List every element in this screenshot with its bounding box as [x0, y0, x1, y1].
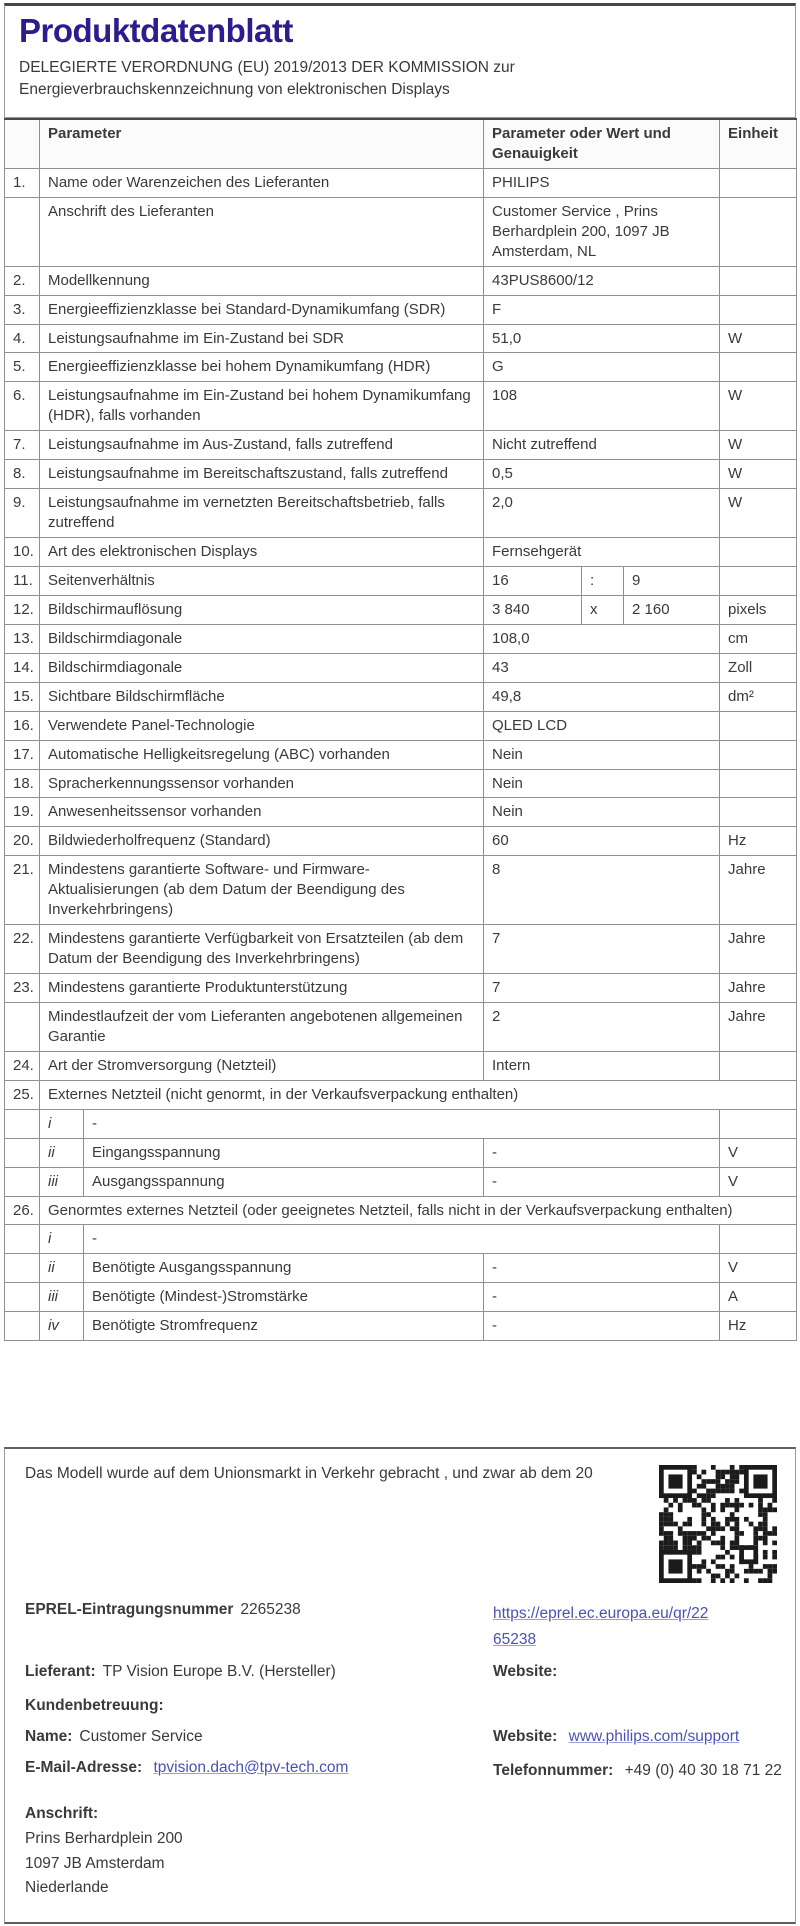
parameter-label: Leistungsaufnahme im vernetzten Bereitschaftsbetrieb, falls zutreffend: [40, 489, 484, 538]
table-row: [5, 431, 797, 460]
parameter-label: Art des elektronischen Displays: [40, 538, 484, 567]
parameter-label: Benötigte Ausgangsspannung: [84, 1254, 484, 1283]
table-row: [5, 489, 797, 538]
header-parameter: Parameter: [40, 119, 484, 168]
table-row: [5, 827, 797, 856]
value-cell: 108,0: [484, 624, 720, 653]
table-row: [5, 769, 797, 798]
table-row: [5, 1283, 797, 1312]
parameter-label: Bildwiederholfrequenz (Standard): [40, 827, 484, 856]
parameter-label: Eingangsspannung: [84, 1138, 484, 1167]
unit-cell: V: [720, 1254, 797, 1283]
table-row: [5, 168, 797, 197]
table-row: [5, 740, 797, 769]
table-row: [5, 798, 797, 827]
parameter-label: Name oder Warenzeichen des Lieferanten: [40, 168, 484, 197]
parameter-label: Leistungsaufnahme im Ein-Zustand bei hohem Dynamikumfang (HDR), falls vorhanden: [40, 382, 484, 431]
unit-cell: [720, 295, 797, 324]
row-number-cell: [5, 1167, 40, 1196]
header-unit: Einheit: [720, 119, 797, 168]
page-title: Produktdatenblatt: [19, 12, 293, 49]
qr-code-icon: [655, 1461, 781, 1587]
address-label: Anschrift:: [25, 1805, 99, 1823]
table-row: [5, 856, 797, 925]
unit-cell: [720, 197, 797, 266]
row-number-cell: [5, 1254, 40, 1283]
unit-cell: [720, 266, 797, 295]
row-number-cell: 4.: [5, 324, 40, 353]
address-line-3: Niederlande: [25, 1878, 109, 1896]
row-number-cell: 21.: [5, 856, 40, 925]
table-row: [5, 295, 797, 324]
address-line-1: Prins Berhardplein 200: [25, 1830, 183, 1848]
unit-cell: W: [720, 382, 797, 431]
row-number-cell: 2.: [5, 266, 40, 295]
row-number-cell: 18.: [5, 769, 40, 798]
parameter-label: Benötigte (Mindest-)Stromstärke: [84, 1283, 484, 1312]
value-cell: PHILIPS: [484, 168, 720, 197]
row-number-cell: [5, 1312, 40, 1341]
value-cell: 7: [484, 974, 720, 1003]
ratio-value-1: 16: [484, 566, 582, 595]
table-row: [5, 595, 797, 624]
row-number-cell: 15.: [5, 682, 40, 711]
sub-index-cell: i: [40, 1109, 84, 1138]
table-row: [5, 1080, 797, 1109]
table-row: [5, 566, 797, 595]
unit-cell: cm: [720, 624, 797, 653]
ratio-value-1: 3 840: [484, 595, 582, 624]
parameter-label: Benötigte Stromfrequenz: [84, 1312, 484, 1341]
parameter-label: Verwendete Panel-Technologie: [40, 711, 484, 740]
row-number-cell: 9.: [5, 489, 40, 538]
sub-index-cell: ii: [40, 1254, 84, 1283]
supplier-label: Lieferant:: [25, 1662, 96, 1680]
spec-table: [4, 118, 797, 1341]
unit-cell: Hz: [720, 1312, 797, 1341]
unit-cell: [720, 1225, 797, 1254]
row-number-cell: 23.: [5, 974, 40, 1003]
parameter-label: Bildschirmdiagonale: [40, 624, 484, 653]
table-row: [5, 538, 797, 567]
footer-box: [4, 1447, 796, 1924]
table-row: [5, 1002, 797, 1051]
row-number-cell: [5, 1109, 40, 1138]
email-row: [25, 1758, 782, 1784]
sub-index-cell: ii: [40, 1138, 84, 1167]
name-right: [493, 1728, 793, 1746]
parameter-label: Sichtbare Bildschirmfläche: [40, 682, 484, 711]
row-number-cell: 20.: [5, 827, 40, 856]
row-number-cell: 8.: [5, 460, 40, 489]
row-number-cell: 14.: [5, 653, 40, 682]
row-number-cell: 10.: [5, 538, 40, 567]
subtitle-line-1: DELEGIERTE VERORDNUNG (EU) 2019/2013 DER KOMMISSION zur: [19, 58, 515, 76]
support-website-link[interactable]: www.philips.com/support: [568, 1727, 740, 1745]
value-cell: 43PUS8600/12: [484, 266, 720, 295]
row-number-cell: 5.: [5, 353, 40, 382]
row-number-cell: 3.: [5, 295, 40, 324]
parameter-label: Modellkennung: [40, 266, 484, 295]
unit-cell: A: [720, 1283, 797, 1312]
value-cell: G: [484, 353, 720, 382]
phone-cell: [493, 1759, 793, 1784]
ratio-value-2: 2 160: [624, 595, 720, 624]
parameter-label: Leistungsaufnahme im Ein-Zustand bei SDR: [40, 324, 484, 353]
section-label: Genormtes externes Netzteil (oder geeignetes Netzteil, falls nicht in der Verkaufsverpackung enthalten): [40, 1196, 797, 1225]
row-number-cell: 13.: [5, 624, 40, 653]
customer-care-label: Kundenbetreuung:: [25, 1696, 164, 1714]
parameter-label: Mindestens garantierte Produktunterstützung: [40, 974, 484, 1003]
value-cell: 49,8: [484, 682, 720, 711]
unit-cell: [720, 1109, 797, 1138]
name-label: Name:: [25, 1727, 73, 1745]
table-row: [5, 1051, 797, 1080]
value-cell: Fernsehgerät: [484, 538, 720, 567]
table-row: [5, 353, 797, 382]
unit-cell: V: [720, 1138, 797, 1167]
unit-cell: [720, 798, 797, 827]
eprel-row: [25, 1601, 775, 1654]
email-link[interactable]: tpvision.dach@tpv-tech.com: [153, 1758, 349, 1776]
table-header-row: [5, 119, 797, 168]
value-cell: Nein: [484, 769, 720, 798]
row-number-cell: 17.: [5, 740, 40, 769]
parameter-label: Mindestens garantierte Software- und Firmware-Aktualisierungen (ab dem Datum der Beendigung des Inverkehrbringens): [40, 856, 484, 925]
value-cell: 7: [484, 925, 720, 974]
unit-cell: W: [720, 431, 797, 460]
parameter-label: Bildschirmdiagonale: [40, 653, 484, 682]
value-cell: 2: [484, 1002, 720, 1051]
value-cell: QLED LCD: [484, 711, 720, 740]
unit-cell: pixels: [720, 595, 797, 624]
row-number-cell: 11.: [5, 566, 40, 595]
parameter-label: Energieeffizienzklasse bei Standard-Dynamikumfang (SDR): [40, 295, 484, 324]
title-box: [4, 3, 796, 118]
name-left: [25, 1728, 493, 1746]
supplier-left: [25, 1663, 493, 1681]
row-number-cell: 19.: [5, 798, 40, 827]
value-cell: 43: [484, 653, 720, 682]
unit-cell: V: [720, 1167, 797, 1196]
row-number-cell: 22.: [5, 925, 40, 974]
value-cell: 60: [484, 827, 720, 856]
table-row: [5, 324, 797, 353]
table-row: [5, 1167, 797, 1196]
unit-cell: [720, 769, 797, 798]
unit-cell: Jahre: [720, 925, 797, 974]
value-cell: -: [484, 1283, 720, 1312]
parameter-label: Bildschirmauflösung: [40, 595, 484, 624]
value-cell: 51,0: [484, 324, 720, 353]
ratio-separator: :: [582, 566, 624, 595]
parameter-label: Seitenverhältnis: [40, 566, 484, 595]
unit-cell: [720, 566, 797, 595]
eprel-label: EPREL-Eintragungsnummer: [25, 1601, 234, 1618]
value-cell: Nicht zutreffend: [484, 431, 720, 460]
value-cell: Nein: [484, 798, 720, 827]
sub-index-cell: i: [40, 1225, 84, 1254]
parameter-label: Automatische Helligkeitsregelung (ABC) vorhanden: [40, 740, 484, 769]
ratio-separator: x: [582, 595, 624, 624]
unit-cell: Hz: [720, 827, 797, 856]
row-number-cell: [5, 1002, 40, 1051]
page-subtitle: [19, 57, 781, 102]
table-row: [5, 1109, 797, 1138]
parameter-label: Mindestens garantierte Verfügbarkeit von Ersatzteilen (ab dem Datum der Beendigung des Inverkehrbringens): [40, 925, 484, 974]
row-number-cell: 24.: [5, 1051, 40, 1080]
value-cell: 8: [484, 856, 720, 925]
unit-cell: [720, 740, 797, 769]
row-number-cell: 16.: [5, 711, 40, 740]
parameter-label: Art der Stromversorgung (Netzteil): [40, 1051, 484, 1080]
parameter-label: Spracherkennungssensor vorhanden: [40, 769, 484, 798]
parameter-label: -: [84, 1109, 720, 1138]
parameter-label: Anwesenheitssensor vorhanden: [40, 798, 484, 827]
unit-cell: [720, 538, 797, 567]
header-value: Parameter oder Wert und Genauigkeit: [484, 119, 720, 168]
row-number-cell: 6.: [5, 382, 40, 431]
table-row: [5, 1196, 797, 1225]
spec-table-body: [5, 168, 797, 1340]
section-label: Externes Netzteil (nicht genormt, in der Verkaufsverpackung enthalten): [40, 1080, 797, 1109]
table-row: [5, 624, 797, 653]
parameter-label: Leistungsaufnahme im Bereitschaftszustand, falls zutreffend: [40, 460, 484, 489]
parameter-label: Anschrift des Lieferanten: [40, 197, 484, 266]
row-number-cell: 1.: [5, 168, 40, 197]
row-number-cell: [5, 1225, 40, 1254]
value-cell: -: [484, 1167, 720, 1196]
table-row: [5, 266, 797, 295]
value-cell: F: [484, 295, 720, 324]
table-row: [5, 925, 797, 974]
value-cell: 2,0: [484, 489, 720, 538]
unit-cell: W: [720, 460, 797, 489]
table-row: [5, 711, 797, 740]
website-label: Website:: [493, 1662, 558, 1680]
value-cell: Intern: [484, 1051, 720, 1080]
table-row: [5, 1312, 797, 1341]
subtitle-line-2: Energieverbrauchskennzeichnung von elektronischen Displays: [19, 81, 450, 99]
table-row: [5, 460, 797, 489]
header-number-cell: [5, 119, 40, 168]
name-row: [25, 1728, 775, 1746]
phone-label: Telefonnummer:: [493, 1761, 614, 1779]
address-line-2: 1097 JB Amsterdam: [25, 1854, 165, 1872]
table-row: [5, 197, 797, 266]
value-cell: -: [484, 1312, 720, 1341]
value-cell: -: [484, 1138, 720, 1167]
name-value: Customer Service: [79, 1727, 203, 1745]
unit-cell: W: [720, 489, 797, 538]
value-cell: 108: [484, 382, 720, 431]
unit-cell: [720, 168, 797, 197]
unit-cell: [720, 1051, 797, 1080]
table-row: [5, 974, 797, 1003]
value-cell: -: [484, 1254, 720, 1283]
table-row: [5, 382, 797, 431]
email-label: E-Mail-Adresse:: [25, 1758, 143, 1776]
row-number-cell: 12.: [5, 595, 40, 624]
parameter-label: Leistungsaufnahme im Aus-Zustand, falls zutreffend: [40, 431, 484, 460]
row-number-cell: [5, 1283, 40, 1312]
table-row: [5, 1225, 797, 1254]
supplier-value: TP Vision Europe B.V. (Hersteller): [102, 1662, 336, 1680]
row-number-cell: [5, 197, 40, 266]
ratio-value-2: 9: [624, 566, 720, 595]
eprel-left: [25, 1601, 493, 1619]
unit-cell: [720, 711, 797, 740]
table-row: [5, 682, 797, 711]
sub-index-cell: iii: [40, 1167, 84, 1196]
unit-cell: Zoll: [720, 653, 797, 682]
parameter-label: -: [84, 1225, 720, 1254]
unit-cell: Jahre: [720, 856, 797, 925]
supplier-right: [493, 1663, 793, 1681]
eprel-right: [493, 1601, 793, 1654]
row-number-cell: [5, 1138, 40, 1167]
row-number-cell: 26.: [5, 1196, 40, 1225]
website2-label: Website:: [493, 1727, 558, 1745]
unit-cell: dm²: [720, 682, 797, 711]
row-number-cell: 7.: [5, 431, 40, 460]
sub-index-cell: iii: [40, 1283, 84, 1312]
table-row: [5, 653, 797, 682]
table-row: [5, 1138, 797, 1167]
unit-cell: W: [720, 324, 797, 353]
market-statement: Das Modell wurde auf dem Unionsmarkt in Verkehr gebracht , und zwar ab dem 20: [25, 1465, 593, 1482]
phone-value: +49 (0) 40 30 18 71 22: [624, 1761, 782, 1779]
row-number-cell: 25.: [5, 1080, 40, 1109]
table-row: [5, 1254, 797, 1283]
unit-cell: Jahre: [720, 974, 797, 1003]
value-cell: Nein: [484, 740, 720, 769]
unit-cell: Jahre: [720, 1002, 797, 1051]
value-cell: 0,5: [484, 460, 720, 489]
eprel-link[interactable]: https://eprel.ec.europa.eu/qr/22 65238: [493, 1605, 709, 1649]
parameter-label: Mindestlaufzeit der vom Lieferanten angebotenen allgemeinen Garantie: [40, 1002, 484, 1051]
value-cell: Customer Service , Prins Berhardplein 200, 1097 JB Amsterdam, NL: [484, 197, 720, 266]
email-left: [25, 1759, 493, 1777]
supplier-row: [25, 1663, 775, 1681]
parameter-label: Energieeffizienzklasse bei hohem Dynamikumfang (HDR): [40, 353, 484, 382]
parameter-label: Ausgangsspannung: [84, 1167, 484, 1196]
eprel-number: 2265238: [240, 1601, 301, 1618]
sub-index-cell: iv: [40, 1312, 84, 1341]
unit-cell: [720, 353, 797, 382]
